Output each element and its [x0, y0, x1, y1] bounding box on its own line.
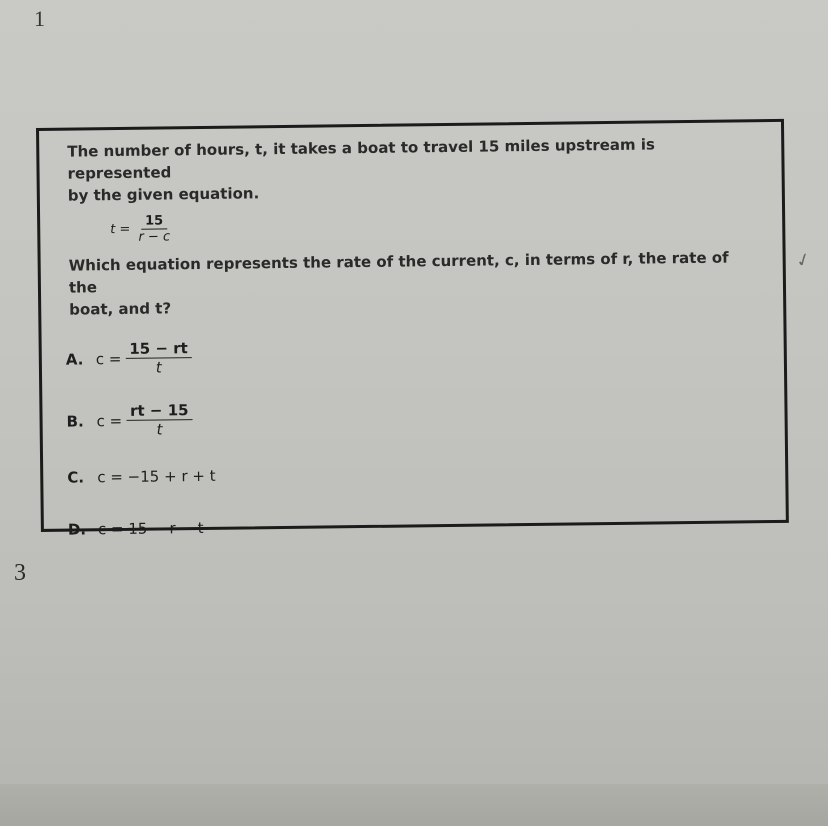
choice-c-text: c = −15 + r + t: [97, 466, 216, 487]
choice-d-text: c = 15 − r − t: [97, 518, 204, 539]
equation-fraction: [134, 213, 174, 244]
question-box: [36, 119, 789, 539]
choice-a-letter: A.: [65, 349, 84, 369]
choice-a-fraction: [125, 339, 192, 377]
choice-b-denominator: t: [156, 420, 163, 439]
choice-b-fraction: [126, 401, 193, 439]
question-line-1: The number of hours, t, it takes a boat to travel 15 miles upstream is represented: [67, 135, 656, 183]
choice-d-letter: D.: [67, 520, 87, 539]
question-prompt: [69, 247, 730, 321]
choice-c-letter: C.: [67, 468, 85, 487]
choice-b-numerator: rt − 15: [126, 401, 193, 421]
given-equation: [110, 213, 174, 245]
equation-numerator: 15: [141, 213, 167, 229]
question-line-2: by the given equation.: [67, 184, 260, 205]
equation-lhs: t =: [110, 221, 131, 238]
choice-d[interactable]: [68, 519, 204, 539]
choice-a[interactable]: [66, 339, 193, 378]
prompt-line-1: Which equation represents the rate of the current, c, in terms of r, the rate of the: [68, 248, 729, 297]
choice-a-numerator: 15 − rt: [125, 339, 192, 359]
choice-a-lhs: c =: [95, 349, 122, 368]
equation-denominator: r − c: [138, 229, 171, 245]
table-surface: [0, 784, 828, 826]
question-stem: [67, 133, 728, 207]
choice-c[interactable]: [67, 467, 215, 487]
page-number-top: 1: [34, 6, 45, 31]
page-number-side: 3: [14, 560, 26, 586]
choice-b-letter: B.: [66, 411, 84, 431]
choice-b-lhs: c =: [96, 411, 123, 430]
prompt-line-2: boat, and t?: [69, 299, 172, 319]
choice-a-denominator: t: [155, 358, 162, 377]
pencil-mark-icon: ✓: [792, 248, 815, 273]
choice-b[interactable]: [66, 401, 193, 440]
